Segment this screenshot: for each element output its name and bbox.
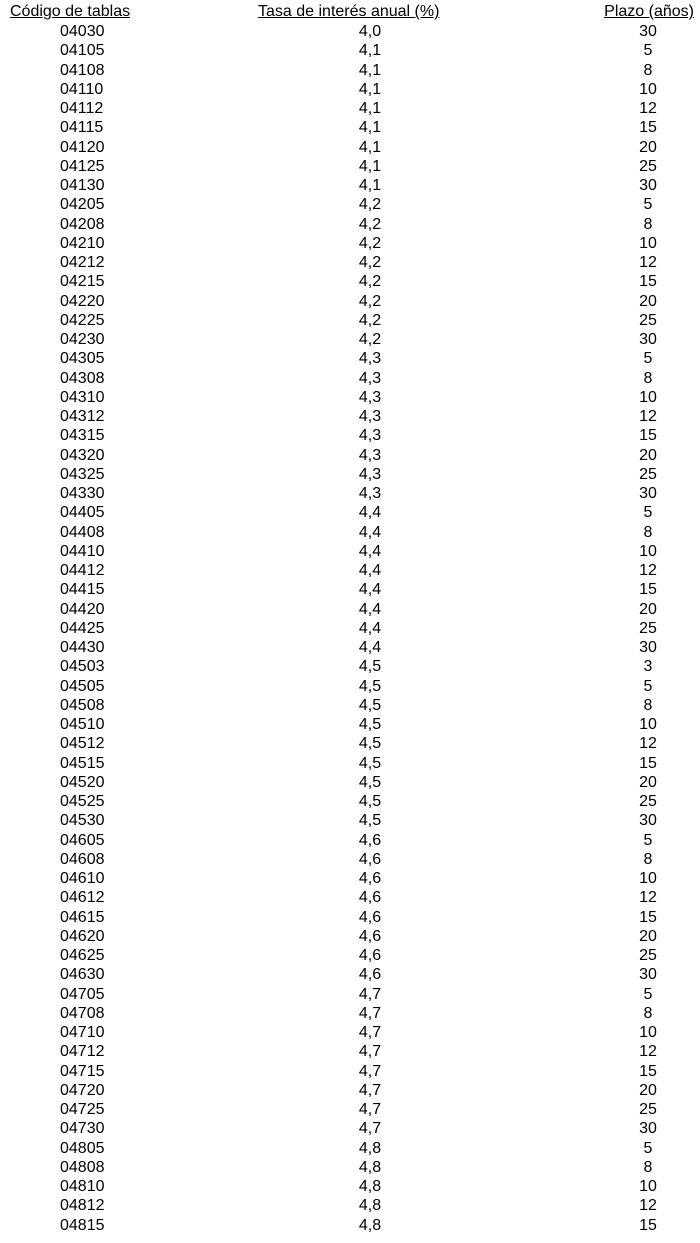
cell-term: 10: [639, 1024, 657, 1041]
table-row: [0, 1139, 700, 1158]
cell-rate: 4,4: [358, 523, 382, 541]
cell-rate: 4,2: [358, 254, 382, 271]
cell-term: 30: [639, 966, 657, 984]
cell-code: 04412: [60, 562, 105, 579]
cell-code: 04408: [60, 523, 105, 541]
cell-code: 04505: [60, 677, 105, 695]
cell-code: 04405: [60, 504, 105, 522]
cell-code: 04325: [60, 465, 105, 483]
table-row: [0, 61, 700, 80]
cell-rate: 4,2: [358, 196, 382, 214]
cell-code: 04120: [60, 138, 105, 156]
cell-term: 8: [643, 696, 653, 714]
table-row: [0, 369, 700, 388]
cell-code: 04420: [60, 600, 105, 618]
table-row: [0, 138, 700, 157]
cell-term: 12: [639, 254, 657, 271]
cell-term: 12: [639, 408, 657, 425]
table-row: [0, 503, 700, 522]
cell-rate: 4,4: [358, 619, 382, 637]
cell-rate: 4,3: [358, 350, 382, 368]
table-row: [0, 1081, 700, 1100]
cell-code: 04108: [60, 61, 105, 79]
cell-code: 04125: [60, 157, 105, 175]
cell-code: 04305: [60, 350, 105, 368]
cell-term: 12: [639, 100, 657, 117]
table-body: [0, 22, 700, 1235]
table-row: [0, 773, 700, 792]
cell-code: 04112: [60, 100, 104, 117]
table-row: [0, 465, 700, 484]
cell-code: 04515: [60, 754, 105, 772]
table-row: [0, 253, 700, 272]
cell-rate: 4,5: [358, 677, 382, 695]
cell-term: 30: [639, 485, 657, 502]
table-header: [0, 2, 700, 22]
cell-term: 15: [639, 908, 657, 926]
cell-term: 30: [639, 177, 657, 194]
table-row: [0, 946, 700, 965]
table-row: [0, 311, 700, 330]
cell-term: 10: [639, 234, 657, 252]
cell-rate: 4,2: [358, 331, 382, 348]
table-row: [0, 1177, 700, 1196]
cell-term: 3: [643, 658, 653, 676]
table-row: [0, 80, 700, 99]
cell-term: 25: [639, 619, 657, 637]
cell-term: 15: [639, 273, 657, 291]
table-row: [0, 715, 700, 734]
table-row: [0, 176, 700, 195]
table-row: [0, 1023, 700, 1042]
cell-code: 04503: [60, 658, 105, 676]
table-row: [0, 965, 700, 984]
cell-term: 8: [643, 61, 653, 79]
cell-rate: 4,2: [358, 273, 382, 291]
cell-rate: 4,6: [358, 966, 382, 984]
cell-term: 20: [639, 1081, 657, 1099]
cell-term: 5: [643, 504, 653, 522]
cell-term: 8: [643, 1004, 653, 1022]
cell-code: 04310: [60, 388, 105, 406]
cell-term: 20: [639, 292, 657, 310]
cell-code: 04725: [60, 1101, 105, 1118]
table-row: [0, 831, 700, 850]
cell-term: 20: [639, 446, 657, 464]
cell-term: 25: [639, 1101, 657, 1118]
cell-term: 12: [639, 1197, 657, 1215]
cell-term: 8: [643, 369, 653, 387]
cell-term: 20: [639, 927, 657, 945]
cell-rate: 4,2: [358, 311, 382, 329]
cell-rate: 4,6: [358, 889, 382, 907]
cell-code: 04615: [60, 908, 105, 926]
cell-term: 12: [639, 562, 657, 579]
cell-code: 04530: [60, 812, 105, 830]
cell-code: 04215: [60, 273, 105, 291]
cell-rate: 4,6: [358, 831, 382, 849]
table-row: [0, 734, 700, 753]
cell-term: 12: [639, 889, 657, 907]
cell-code: 04220: [60, 292, 105, 310]
cell-rate: 4,1: [358, 100, 382, 117]
cell-rate: 4,5: [358, 793, 382, 810]
cell-code: 04808: [60, 1158, 105, 1176]
cell-code: 04815: [60, 1216, 105, 1234]
table-row: [0, 446, 700, 465]
cell-code: 04208: [60, 215, 105, 233]
cell-code: 04625: [60, 947, 105, 964]
table-row: [0, 927, 700, 946]
cell-term: 30: [639, 812, 657, 830]
cell-rate: 4,5: [358, 658, 382, 676]
cell-rate: 4,6: [358, 850, 382, 868]
cell-term: 30: [639, 639, 657, 656]
cell-code: 04330: [60, 485, 105, 502]
cell-rate: 4,3: [358, 427, 382, 445]
cell-rate: 4,7: [358, 1043, 382, 1061]
cell-code: 04230: [60, 331, 105, 348]
cell-term: 25: [639, 947, 657, 964]
cell-term: 15: [639, 754, 657, 772]
cell-rate: 4,5: [358, 812, 382, 830]
cell-rate: 4,7: [358, 1120, 382, 1138]
table-row: [0, 292, 700, 311]
table-row: [0, 1042, 700, 1061]
cell-rate: 4,1: [358, 119, 382, 137]
cell-code: 04508: [60, 696, 105, 714]
table-row: [0, 888, 700, 907]
table-row: [0, 234, 700, 253]
table-row: [0, 426, 700, 445]
cell-rate: 4,3: [358, 465, 382, 483]
cell-term: 12: [639, 1043, 657, 1061]
cell-code: 04410: [60, 542, 105, 560]
table-row: [0, 869, 700, 888]
cell-rate: 4,1: [358, 177, 382, 194]
cell-code: 04315: [60, 427, 105, 445]
table-row: [0, 118, 700, 137]
table-row: [0, 850, 700, 869]
table-row: [0, 157, 700, 176]
cell-rate: 4,2: [358, 215, 382, 233]
table-row: [0, 1216, 700, 1235]
cell-code: 04730: [60, 1120, 105, 1138]
header-code: Código de tablas: [10, 3, 131, 20]
cell-rate: 4,7: [358, 1004, 382, 1022]
cell-term: 30: [639, 1120, 657, 1138]
cell-term: 5: [643, 831, 653, 849]
cell-rate: 4,1: [358, 80, 382, 98]
cell-rate: 4,8: [358, 1197, 382, 1215]
cell-rate: 4,3: [358, 369, 382, 387]
table-row: [0, 22, 700, 41]
cell-rate: 4,5: [358, 716, 382, 733]
cell-term: 5: [643, 1139, 653, 1157]
cell-rate: 4,5: [358, 696, 382, 714]
table-row: [0, 484, 700, 503]
table-row: [0, 600, 700, 619]
cell-rate: 4,3: [358, 485, 382, 502]
cell-code: 04705: [60, 985, 105, 1003]
cell-term: 5: [643, 196, 653, 214]
cell-code: 04320: [60, 446, 105, 464]
cell-term: 8: [643, 850, 653, 868]
cell-term: 20: [639, 600, 657, 618]
cell-code: 04610: [60, 870, 105, 887]
cell-term: 10: [639, 1178, 657, 1195]
cell-term: 5: [643, 42, 653, 60]
table-row: [0, 1004, 700, 1023]
cell-rate: 4,8: [358, 1216, 382, 1234]
cell-term: 5: [643, 985, 653, 1003]
cell-rate: 4,8: [358, 1158, 382, 1176]
cell-rate: 4,7: [358, 1101, 382, 1118]
cell-code: 04812: [60, 1197, 105, 1215]
cell-term: 20: [639, 138, 657, 156]
cell-term: 8: [643, 523, 653, 541]
table-row: [0, 985, 700, 1004]
cell-rate: 4,4: [358, 581, 382, 599]
cell-term: 20: [639, 773, 657, 791]
cell-term: 10: [639, 80, 657, 98]
table-row: [0, 195, 700, 214]
cell-term: 12: [639, 735, 657, 753]
table-row: [0, 677, 700, 696]
cell-term: 5: [643, 350, 653, 368]
cell-term: 8: [643, 215, 653, 233]
cell-term: 15: [639, 119, 657, 137]
cell-rate: 4,3: [358, 388, 382, 406]
cell-term: 25: [639, 465, 657, 483]
cell-term: 30: [639, 23, 657, 40]
table-row: [0, 754, 700, 773]
cell-code: 04708: [60, 1004, 105, 1022]
header-term: Plazo (años): [604, 3, 694, 20]
table-row: [0, 1158, 700, 1177]
cell-code: 04110: [60, 80, 104, 98]
cell-term: 10: [639, 870, 657, 887]
cell-code: 04225: [60, 311, 105, 329]
cell-rate: 4,7: [358, 1081, 382, 1099]
table-row: [0, 1196, 700, 1215]
cell-code: 04710: [60, 1024, 105, 1041]
cell-rate: 4,3: [358, 408, 382, 425]
cell-term: 15: [639, 1062, 657, 1080]
cell-code: 04425: [60, 619, 105, 637]
cell-term: 10: [639, 388, 657, 406]
table-row: [0, 542, 700, 561]
table-row: [0, 908, 700, 927]
cell-term: 15: [639, 427, 657, 445]
cell-rate: 4,6: [358, 870, 382, 887]
cell-rate: 4,2: [358, 234, 382, 252]
cell-code: 04510: [60, 716, 105, 733]
cell-rate: 4,4: [358, 504, 382, 522]
cell-rate: 4,1: [358, 138, 382, 156]
cell-code: 04712: [60, 1043, 105, 1061]
table-row: [0, 792, 700, 811]
cell-code: 04525: [60, 793, 105, 810]
cell-code: 04312: [60, 408, 105, 425]
cell-code: 04210: [60, 234, 105, 252]
cell-term: 25: [639, 157, 657, 175]
table-row: [0, 523, 700, 542]
cell-code: 04130: [60, 177, 105, 194]
table-row: [0, 388, 700, 407]
cell-code: 04805: [60, 1139, 105, 1157]
cell-rate: 4,8: [358, 1139, 382, 1157]
cell-rate: 4,4: [358, 562, 382, 579]
table-row: [0, 619, 700, 638]
table-row: [0, 1119, 700, 1138]
table-row: [0, 407, 700, 426]
table-row: [0, 1062, 700, 1081]
cell-term: 15: [639, 581, 657, 599]
table-row: [0, 215, 700, 234]
cell-rate: 4,6: [358, 927, 382, 945]
cell-rate: 4,7: [358, 985, 382, 1003]
cell-rate: 4,4: [358, 600, 382, 618]
cell-code: 04430: [60, 639, 105, 656]
cell-rate: 4,4: [358, 639, 382, 656]
table-row: [0, 657, 700, 676]
cell-rate: 4,5: [358, 754, 382, 772]
cell-term: 15: [639, 1216, 657, 1234]
table-row: [0, 638, 700, 657]
table-row: [0, 811, 700, 830]
cell-term: 25: [639, 793, 657, 810]
cell-code: 04030: [60, 23, 105, 40]
cell-rate: 4,8: [358, 1178, 382, 1195]
header-rate: Tasa de interés anual (%): [258, 3, 440, 20]
table-row: [0, 696, 700, 715]
cell-rate: 4,2: [358, 292, 382, 310]
table-row: [0, 1100, 700, 1119]
cell-code: 04105: [60, 42, 105, 60]
cell-rate: 4,1: [358, 61, 382, 79]
table-row: [0, 41, 700, 60]
table-row: [0, 561, 700, 580]
cell-code: 04520: [60, 773, 105, 791]
table-row: [0, 99, 700, 118]
cell-rate: 4,1: [358, 157, 382, 175]
cell-rate: 4,7: [358, 1024, 382, 1041]
table-row: [0, 272, 700, 291]
table-row: [0, 330, 700, 349]
cell-code: 04605: [60, 831, 105, 849]
cell-code: 04415: [60, 581, 105, 599]
cell-rate: 4,6: [358, 947, 382, 964]
cell-code: 04308: [60, 369, 105, 387]
cell-rate: 4,1: [358, 42, 382, 60]
cell-code: 04212: [60, 254, 105, 271]
cell-code: 04630: [60, 966, 105, 984]
cell-term: 10: [639, 716, 657, 733]
cell-rate: 4,7: [358, 1062, 382, 1080]
cell-term: 5: [643, 677, 653, 695]
cell-code: 04715: [60, 1062, 105, 1080]
cell-code: 04512: [60, 735, 105, 753]
cell-term: 25: [639, 311, 657, 329]
cell-code: 04612: [60, 889, 105, 907]
cell-code: 04115: [60, 119, 104, 137]
cell-rate: 4,3: [358, 446, 382, 464]
cell-code: 04720: [60, 1081, 105, 1099]
table-row: [0, 349, 700, 368]
cell-code: 04810: [60, 1178, 105, 1195]
cell-term: 30: [639, 331, 657, 348]
cell-code: 04608: [60, 850, 105, 868]
cell-term: 10: [639, 542, 657, 560]
table-row: [0, 580, 700, 599]
cell-code: 04205: [60, 196, 105, 214]
cell-rate: 4,6: [358, 908, 382, 926]
cell-term: 8: [643, 1158, 653, 1176]
cell-rate: 4,5: [358, 773, 382, 791]
cell-rate: 4,4: [358, 542, 382, 560]
cell-rate: 4,5: [358, 735, 382, 753]
cell-rate: 4,0: [358, 23, 382, 40]
cell-code: 04620: [60, 927, 105, 945]
